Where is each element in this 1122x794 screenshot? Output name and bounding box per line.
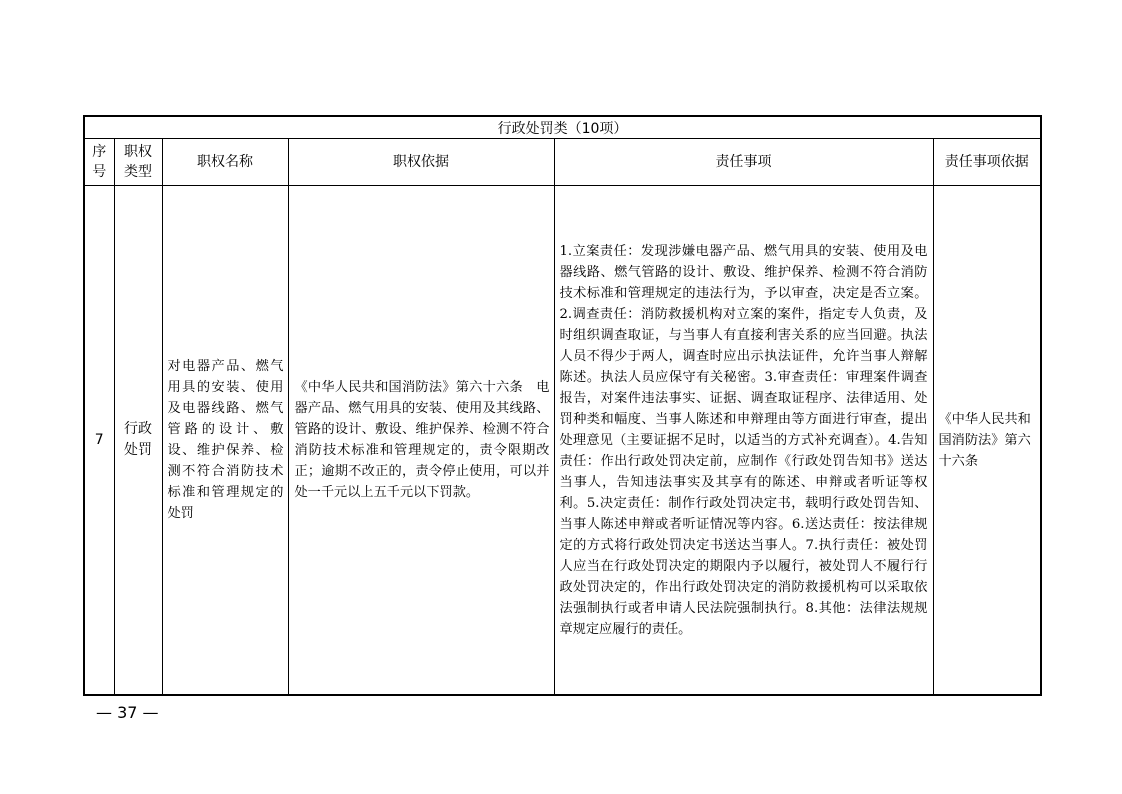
row-power-basis: 《中华人民共和国消防法》第六十六条 电器产品、燃气用具的安装、使用及其线路、管路的设计、敷设、维护保养、检测不符合消防技术标准和管理规定的，责令限期改正；逾期不改正的，责令停止使用，可以并处一千元以上五千元以下罚款。 [288, 186, 554, 696]
table-row [84, 186, 1041, 696]
header-type: 职权类型 [114, 139, 162, 186]
row-responsibility: 1.立案责任：发现涉嫌电器产品、燃气用具的安装、使用及电器线路、燃气管路的设计、敷设、维护保养、检测不符合消防技术标准和管理规定的违法行为，予以审查，决定是否立案。2.调查责任：消防救援机构对立案的案件，指定专人负责，及时组织调查取证，与当事人有直接利害关系的应当回避。执法人员不得少于两人，调查时应出示执法证件，允许当事人辩解陈述。执法人员应保守有关秘密。3.审查责任：审理案件调查报告，对案件违法事实、证据、调查取证程序、法律适用、处罚种类和幅度、当事人陈述和申辩理由等方面进行审查，提出处理意见（主要证据不足时，以适当的方式补充调查）。4.告知责任：作出行政处罚决定前，应制作《行政处罚告知书》送达当事人，告知违法事实及其享有的陈述、申辩或者听证等权利。5.决定责任：制作行政处罚决定书，载明行政处罚告知、当事人陈述申辩或者听证情况等内容。6.送达责任：按法律规定的方式将行政处罚决定书送达当事人。7.执行责任：被处罚人应当在行政处罚决定的期限内予以履行，被处罚人不履行行政处罚决定的，作出行政处罚决定的消防救援机构可以采取依法强制执行或者申请人民法院强制执行。8.其他：法律法规规章规定应履行的责任。 [554, 186, 933, 696]
powers-responsibilities-table [83, 115, 1042, 696]
header-responsibility: 责任事项 [554, 139, 933, 186]
header-index: 序号 [84, 139, 114, 186]
row-responsibility-basis: 《中华人民共和国消防法》第六十六条 [933, 186, 1041, 696]
header-basis: 职权依据 [288, 139, 554, 186]
header-responsibility-basis: 责任事项依据 [933, 139, 1041, 186]
row-type: 行政处罚 [114, 186, 162, 696]
row-index: 7 [84, 186, 114, 696]
section-title-row [84, 116, 1041, 139]
header-name: 职权名称 [162, 139, 288, 186]
section-title: 行政处罚类（10项） [84, 116, 1041, 139]
header-row [84, 139, 1041, 186]
page-number: — 37 — [96, 703, 159, 722]
row-power-name: 对电器产品、燃气用具的安装、使用及电器线路、燃气管路的设计、敷设、维护保养、检测不符合消防技术标准和管理规定的处罚 [162, 186, 288, 696]
